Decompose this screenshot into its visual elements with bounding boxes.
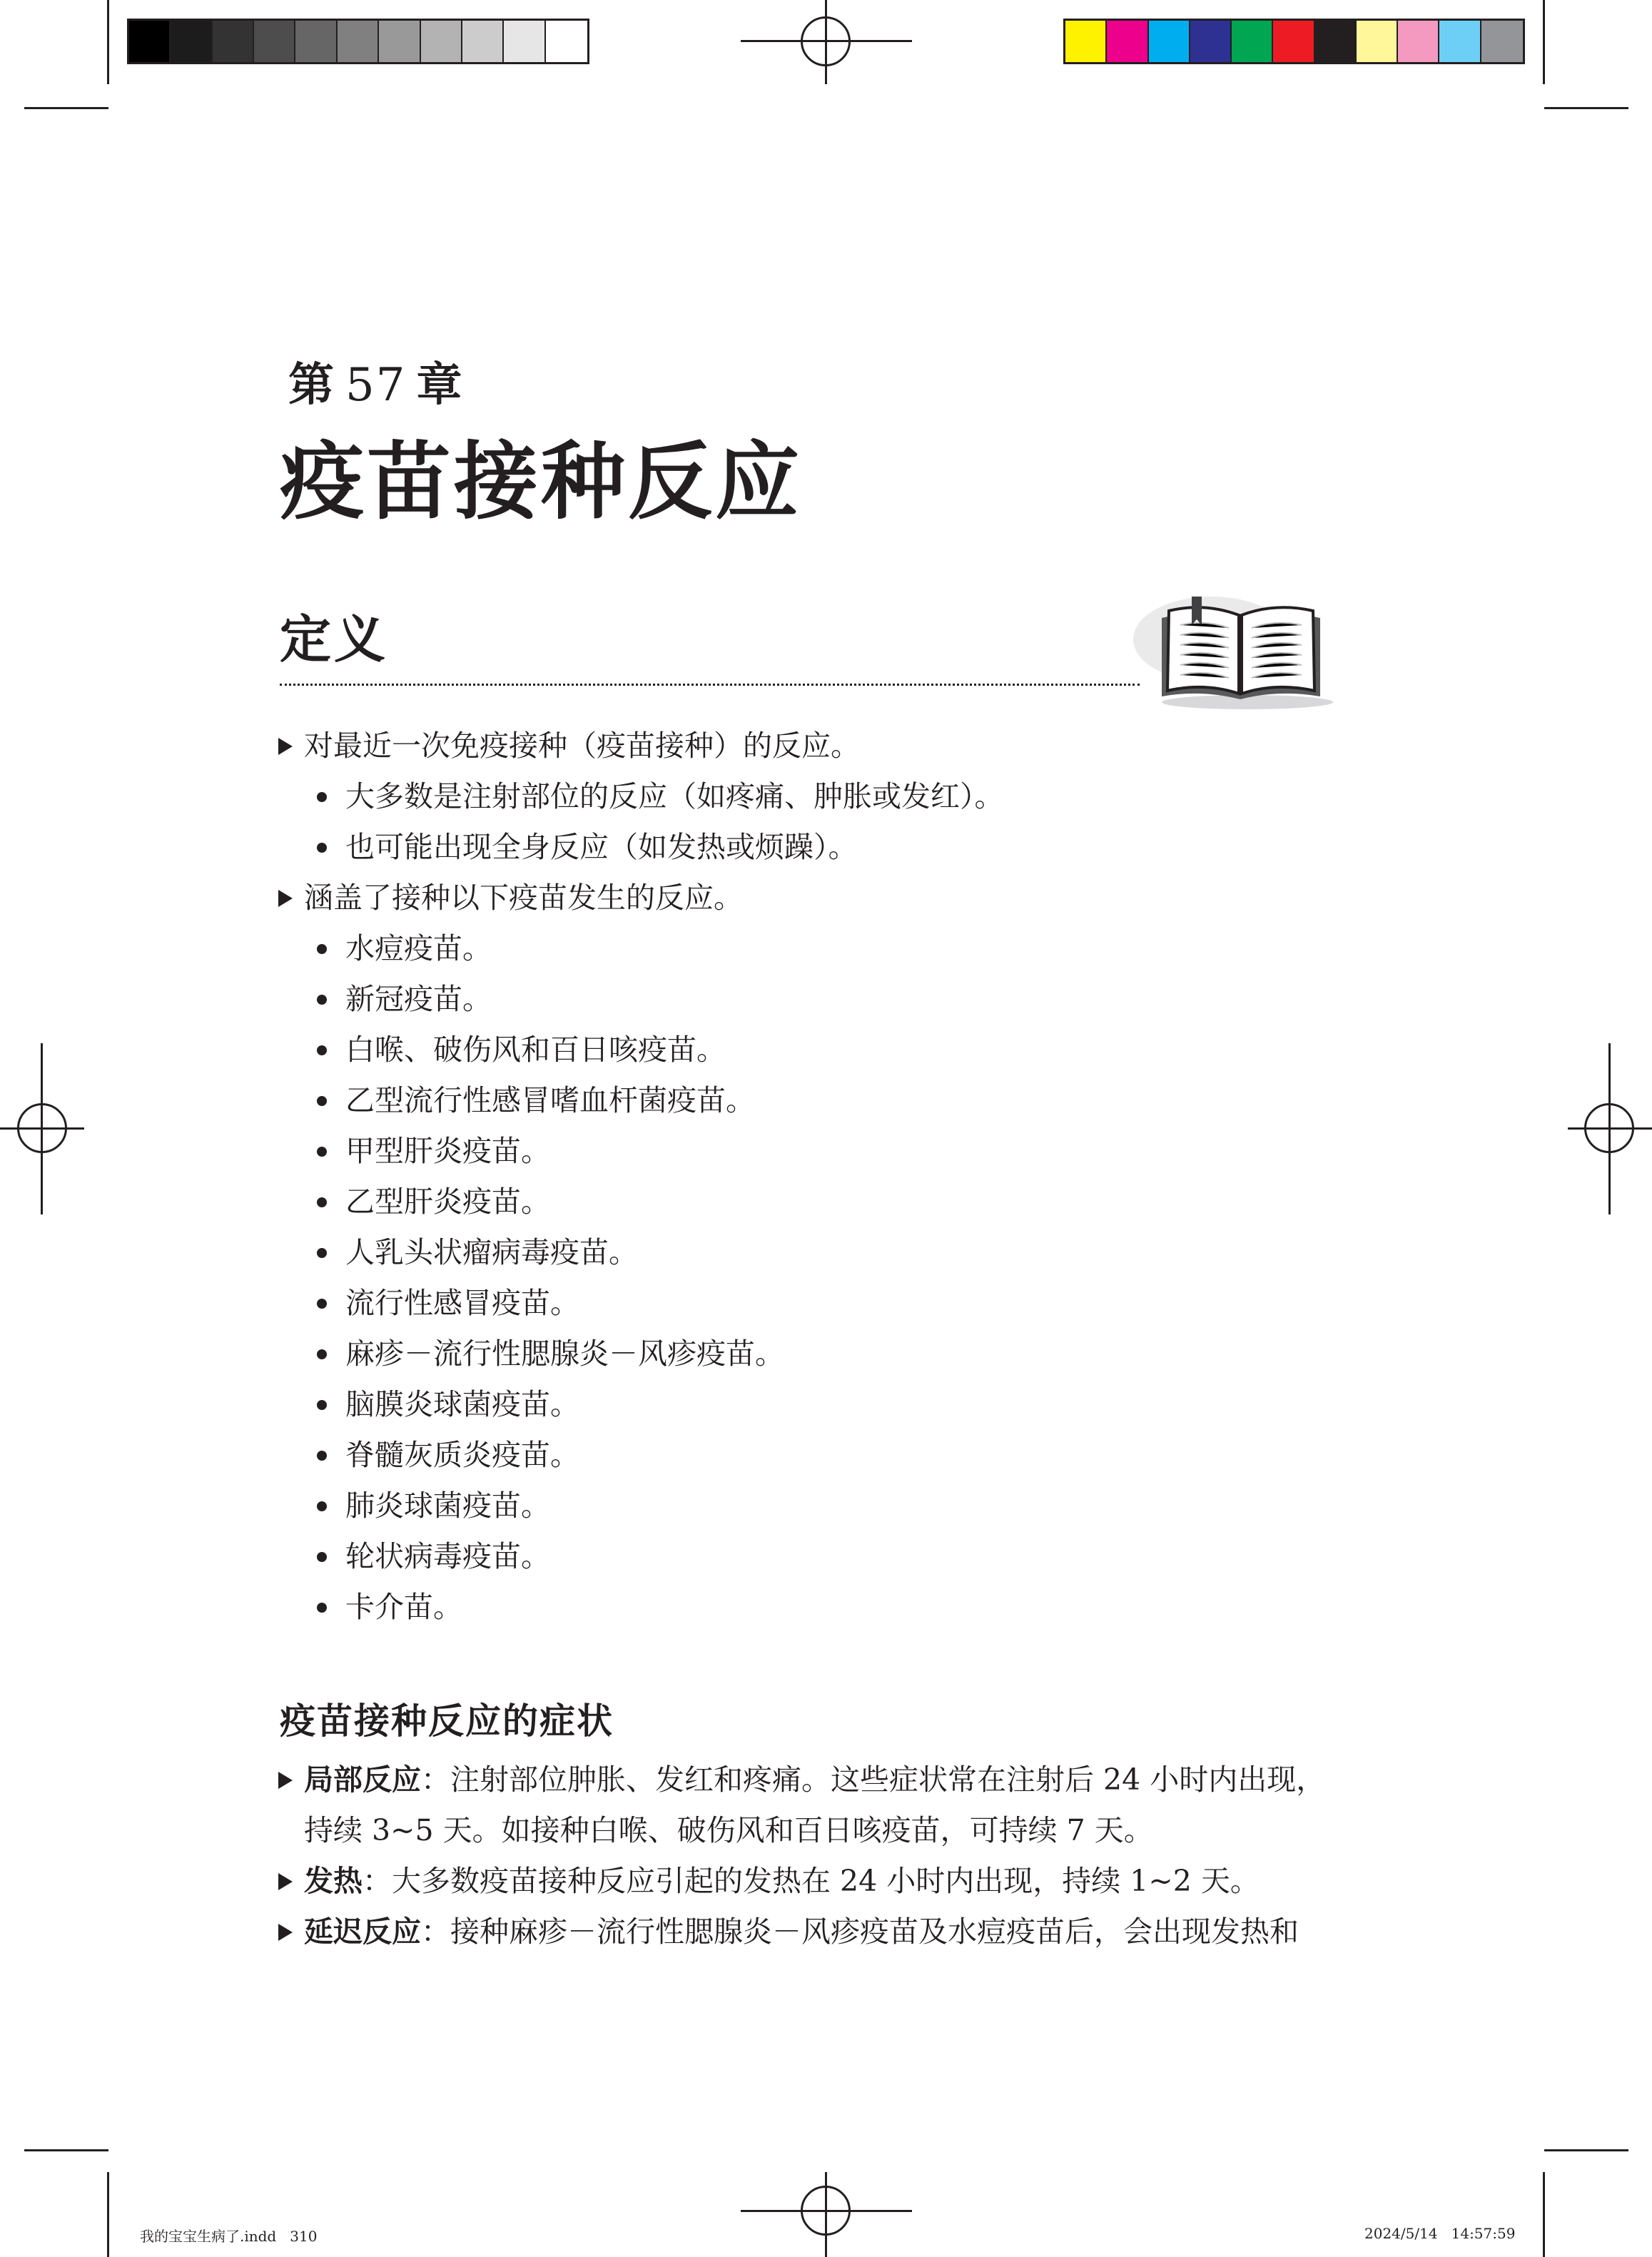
crop-mark <box>1543 0 1545 84</box>
sub-list-item: 脑膜炎球菌疫苗。 <box>277 1379 1362 1430</box>
sub-list-item: 乙型流行性感冒嗜血杆菌疫苗。 <box>277 1075 1362 1126</box>
sub-list-item: 麻疹－流行性腮腺炎－风疹疫苗。 <box>277 1329 1362 1379</box>
definition-list <box>277 721 1362 1633</box>
symptoms-heading: 疫苗接种反应的症状 <box>280 1700 614 1742</box>
sub-list-item: 人乳头状瘤病毒疫苗。 <box>277 1227 1362 1278</box>
slug-filename: 我的宝宝生病了.indd 310 <box>140 2228 318 2245</box>
sub-list-item: 卡介苗。 <box>277 1582 1362 1633</box>
color-swatch <box>295 21 337 62</box>
color-swatch <box>1398 21 1439 62</box>
color-swatch <box>1232 21 1273 62</box>
section-divider <box>280 684 1140 686</box>
list-item: 涵盖了接种以下疫苗发生的反应。 <box>277 873 1362 923</box>
list-item <box>277 1907 1362 1957</box>
list-item <box>277 1856 1362 1907</box>
delayed-reaction-text: ：接种麻疹－流行性腮腺炎－风疹疫苗及水痘疫苗后，会出现发热和 <box>421 1914 1299 1949</box>
color-swatch <box>1065 21 1107 62</box>
crop-mark <box>107 2172 109 2257</box>
color-swatch <box>1315 21 1357 62</box>
crop-mark <box>1543 2172 1545 2257</box>
slug-timestamp: 2024/5/14 14:57:59 <box>1364 2225 1516 2242</box>
registration-mark <box>1584 1103 1634 1153</box>
color-swatch <box>421 21 462 62</box>
sub-list-item: 大多数是注射部位的反应（如疼痛、肿胀或发红）。 <box>277 771 1362 822</box>
color-swatch <box>1357 21 1398 62</box>
list-item: 对最近一次免疫接种（疫苗接种）的反应。 <box>277 721 1362 771</box>
gray-ramp-bar <box>127 19 589 64</box>
local-reaction-text: ：注射部位肿胀、发红和疼痛。这些症状常在注射后 24 小时内出现， <box>421 1763 1326 1797</box>
registration-mark <box>801 16 851 66</box>
sub-list-item: 也可能出现全身反应（如发热或烦躁）。 <box>277 822 1362 873</box>
local-reaction-text-cont: 持续 3~5 天。如接种白喉、破伤风和百日咳疫苗，可持续 7 天。 <box>304 1813 1153 1847</box>
chapter-prefix: 第 <box>288 359 335 412</box>
sub-list-item: 流行性感冒疫苗。 <box>277 1278 1362 1329</box>
crop-mark <box>1544 107 1628 109</box>
color-swatch <box>546 21 587 62</box>
color-swatch <box>1273 21 1314 62</box>
registration-mark <box>801 2186 851 2236</box>
color-swatch <box>504 21 545 62</box>
local-reaction-label: 局部反应 <box>304 1763 421 1797</box>
sub-list-item: 水痘疫苗。 <box>277 923 1362 974</box>
color-swatch <box>1149 21 1190 62</box>
registration-mark <box>17 1103 67 1153</box>
color-swatch <box>1439 21 1481 62</box>
color-swatch <box>254 21 295 62</box>
color-swatch <box>462 21 504 62</box>
sub-list-item: 肺炎球菌疫苗。 <box>277 1481 1362 1531</box>
color-swatch <box>379 21 420 62</box>
sub-list-item: 新冠疫苗。 <box>277 974 1362 1025</box>
color-swatch <box>1190 21 1232 62</box>
sub-list-item: 轮状病毒疫苗。 <box>277 1531 1362 1582</box>
chapter-suffix: 章 <box>416 359 464 412</box>
sub-list-item: 甲型肝炎疫苗。 <box>277 1126 1362 1177</box>
process-color-bar <box>1063 19 1525 64</box>
crop-mark <box>24 2149 108 2151</box>
color-swatch <box>213 21 254 62</box>
definition-heading: 定义 <box>280 609 389 669</box>
sub-list-item: 白喉、破伤风和百日咳疫苗。 <box>277 1025 1362 1075</box>
symptoms-list <box>277 1755 1362 1957</box>
crop-mark <box>107 0 109 84</box>
color-swatch <box>129 21 171 62</box>
color-swatch <box>171 21 212 62</box>
list-item <box>277 1755 1362 1805</box>
chapter-number <box>288 348 463 414</box>
open-book-icon <box>1133 589 1340 711</box>
list-item-continuation <box>277 1805 1362 1856</box>
color-swatch <box>338 21 379 62</box>
fever-text: ：大多数疫苗接种反应引起的发热在 24 小时内出现，持续 1~2 天。 <box>363 1864 1260 1898</box>
crop-mark <box>24 107 108 109</box>
color-swatch <box>1107 21 1148 62</box>
delayed-reaction-label: 延迟反应 <box>304 1914 421 1949</box>
chapter-title: 疫苗接种反应 <box>280 432 803 531</box>
chapter-number-value: 57 <box>345 359 407 412</box>
color-swatch <box>1481 21 1523 62</box>
sub-list-item: 脊髓灰质炎疫苗。 <box>277 1430 1362 1481</box>
sub-list-item: 乙型肝炎疫苗。 <box>277 1177 1362 1227</box>
crop-mark <box>1544 2149 1628 2151</box>
fever-label: 发热 <box>304 1864 363 1898</box>
